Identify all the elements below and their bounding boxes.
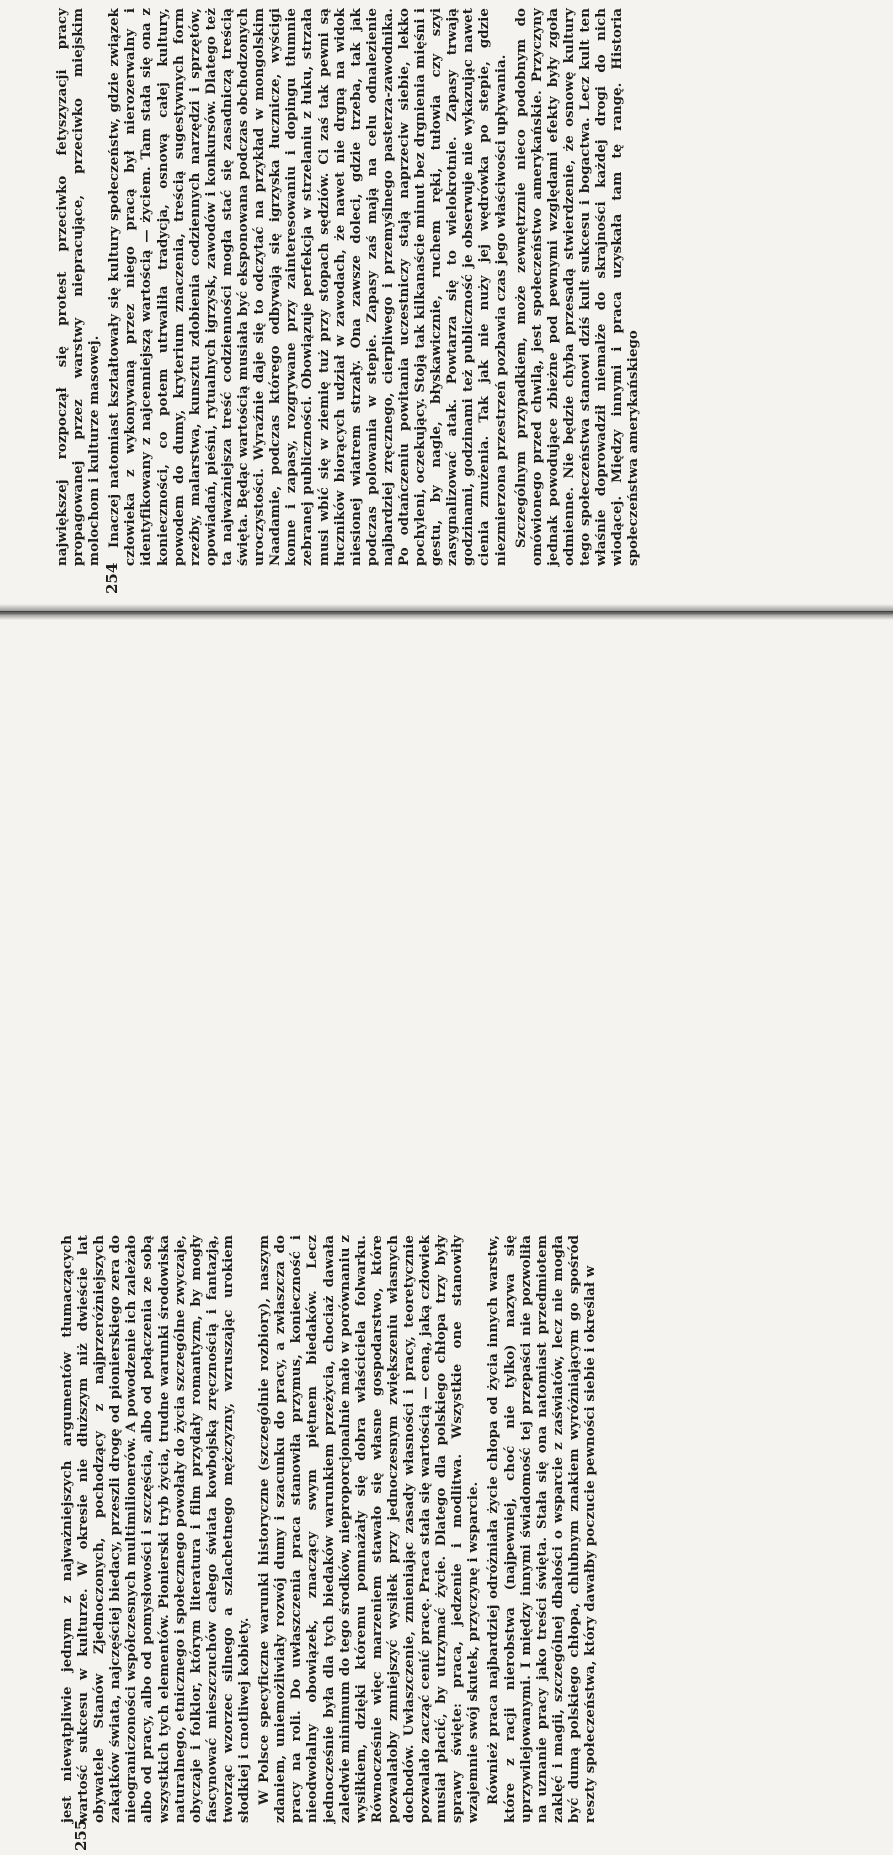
left-page	[0, 0, 893, 612]
paragraph: jest niewątpliwie jednym z najważniejszych argumentów tłumaczących wartość sukcesu w kulturze. W okresie nie dłuższym niż dwieście lat obywatele Stanów Zjednoczonych, pochodzący z najprzeróżniejszych zakątków świata, najczęściej biedacy, przeszli drogę od pionierskiego zera do nieograniczoności współczesnych multimilionerów. A powodzenie ich zależało albo od pracy, albo od pomysłowości i szczęścia, albo od połączenia ze sobą wszystkich tych elementów. Pionierski tryb życia, trudne warunki środowiska naturalnego, etnicznego i społecznego powołały do życia szczególne zwyczaje, obyczaje i folklor, którym literatura i film przydały romantyzm, by mogły fascynować mieszczuchów całego świata kowbojską zręcznością i fantazją, tworząc wzorzec silnego a szlachetnego mężczyzny, wzruszając urokiem słodkiej i cnotliwej kobiety.	[60, 1235, 253, 1823]
left-page-rotated-content	[55, 8, 835, 598]
paragraph: największej rozpoczął się protest przeciwko fetyszyzacji pracy propagowanej przez warstwy niepracujące, przeciwko miejskim molochom i kulturze masowej.	[55, 8, 103, 566]
page-number-255: 255	[72, 1819, 90, 1851]
paragraph: Szczególnym przypadkiem, może zewnętrznie nieco podobnym do omówionego przed chwilą, jest społeczeństwo amerykańskie. Przyczyny jednak powodujące zbieżne pod pewnymi względami efekty były zgoła odmienne. Nie będzie chyba przesadą stwierdzenie, że osnowę kultury tego społeczeństwa stanowi dziś kult sukcesu i bogactwa. Lecz kult ten właśnie doprowadził niemalże do skrajności każdej drogi do nich wiodącej. Między innymi i praca uzyskała tam tę rangę. Historia społeczeństwa amerykańskiego	[513, 8, 642, 566]
paragraph: Inaczej natomiast kształtowały się kultury społeczeństw, gdzie związek człowieka z wykonywaną przez niego pracą był nierozerwalny i identyfikowany z najcenniejszą wartością — życiem. Tam stała się ona z konieczności, co potem utrwaliła tradycja, osnową całej kultury, powodem do dumy, kryterium znaczenia, treścią sugestywnych form rzeźby, malarstwa, kunsztu zdobienia codziennych narzędzi i sprzętów, opowiadań, pieśni, rytualnych igrzysk, zawodów i konkursów. Dlatego też ta najważniejsza treść codzienności mogła stać się zasadniczą treścią święta. Będąc wartością musiała być eksponowana podczas obchodzonych uroczystości. Wyraźnie daje się to odczytać na przykład w mongolskim Naadamie, podczas którego odbywają się igrzyska łucznicze, wyścigi konne i zapasy, rozgrywane przy zainteresowaniu i dopingu tłumnie zebranej publiczności. Obowiązuje perfekcja w strzelaniu z łuku, strzała musi wbić się w ziemię tuż przy stopach sędziów. Ci zaś tak pewni są łuczników biorących udział w zawodach, że nawet nie drgną na widok niesionej wiatrem strzały. Ona zawsze doleci, gdzie trzeba, tak jak podczas polowania w stepie. Zapasy zaś mają na celu odnalezienie najbardziej zręcznego, cierpliwego i przemyślnego pasterza-zawodnika. Po odtańczeniu powitania uczestniczy stają naprzeciw siebie, lekko pochyleni, oczekujący. Stoją tak kilkanaście minut bez drgnienia mięśni i gestu, by nagle, błyskawicznie, ruchem ręki, tułowia czy szyi zasygnalizować atak. Powtarza się to wielokrotnie. Zapasy trwają godzinami, godzinami też publiczność je obserwuje nie wykazując nawet cienia znużenia. Tak jak nie nuży jej wędrówka po stepie, gdzie niezmierzona przestrzeń pozbawia czas jego właściwości upływania.	[107, 8, 509, 566]
right-page-rotated-content	[60, 1235, 840, 1855]
paragraph: Również praca najbardziej odróżniała życie chłopa od życia innych warstw, które z racji nierobstwa (najpewniej, choć nie tylko) nazywa się uprzywilejowanymi. I między innymi świadomość tej przepaści nie pozwoliła na uznanie pracy jako treści święta. Stała się ona natomiast przedmiotem zaklęć i magii, szczególnej dbałości o wsparcie z zaświatów, lecz nie mogła być dumą polskiego chłopa, chlubnym znakiem wyróżniającym go spośród reszty społeczeństwa, który dawałby poczucie pewności siebie i określał w	[486, 1235, 598, 1823]
paragraph: W Polsce specyficzne warunki historyczne (szczególnie rozbiory), naszym zdaniem, uniemożliwiały rozwój dumy i szacunku do pracy, a zwłaszcza do pracy na roli. Do uwłaszczenia praca stanowiła przymus, konieczność i nieodwołalny obowiązek, znaczący swym piętnem biedaków. Lecz jednocześnie była dla tych biedaków warunkiem przeżycia, chociaż dawała zaledwie minimum do tego środków, nieproporcjonalnie mało w porównaniu z wysiłkiem, dzięki któremu pomnażały się dobra właściciela folwarku. Równocześnie więc marzeniem stawało się własne gospodarstwo, które pozwalałoby zmniejszyć wysiłek przy jednoczesnym zwiększeniu własnych dochodów. Uwłaszczenie, zmieniając zasady własności i pracy, teoretycznie pozwalało zacząć cenić pracę. Praca stała się wartością — ceną, jaką człowiek musiał płacić, by utrzymać życie. Dlatego dla polskiego chłopa trzy były sprawy święte: praca, jedzenie i modlitwa. Wszystkie one stanowiły wzajemnie swój skutek, przyczynę i wsparcie.	[257, 1235, 482, 1823]
page-number-254: 254	[103, 562, 121, 594]
right-page	[0, 612, 893, 1851]
left-page-text	[55, 8, 835, 566]
right-page-text	[60, 1235, 840, 1823]
